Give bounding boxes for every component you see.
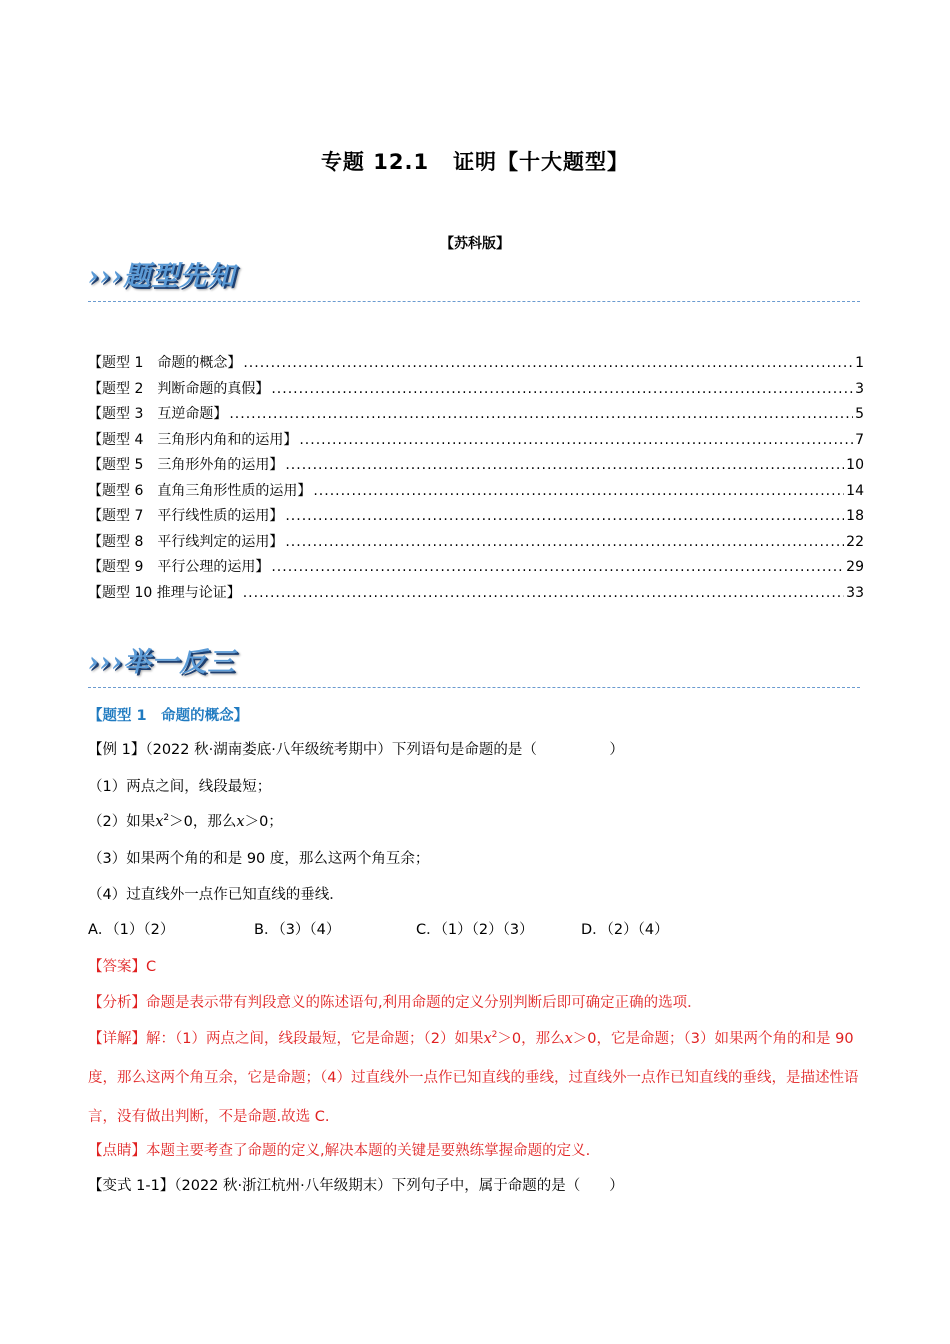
toc-item[interactable]: 【题型 9 平行公理的运用】 ..... 29 <box>88 556 864 582</box>
toc-item[interactable]: 【题型 6 直角三角形性质的运用】 ..... 14 <box>88 480 864 506</box>
title-main: 专题 12.1 <box>320 150 430 174</box>
statement-1: （1）两点之间，线段最短； <box>88 779 272 795</box>
option-d[interactable]: D．（2）（4） <box>581 922 669 938</box>
banner-question-types <box>88 254 860 302</box>
toc-item[interactable]: 【题型 3 互逆命题】 ..... 5 <box>88 403 864 429</box>
toc-item[interactable]: 【题型 10 推理与论证】 ..... 33 <box>88 582 864 608</box>
statement-3: （3）如果两个角的和是 90 度，那么这两个角互余； <box>88 851 430 867</box>
table-of-contents <box>88 352 864 607</box>
toc-item[interactable]: 【题型 2 判断命题的真假】 ..... 3 <box>88 378 864 404</box>
toc-item[interactable]: 【题型 8 平行线判定的运用】 ..... 22 <box>88 531 864 557</box>
answer-options <box>88 918 862 940</box>
title-sub: 证明【十大题型】 <box>453 150 630 174</box>
section-heading: 【题型 1 命题的概念】 <box>88 708 249 724</box>
answer-text: 【答案】C <box>88 959 157 975</box>
toc-item[interactable]: 【题型 7 平行线性质的运用】 ..... 18 <box>88 505 864 531</box>
dashed-divider <box>88 687 860 688</box>
comment-text: 【点睛】本题主要考查了命题的定义,解决本题的关键是要熟练掌握命题的定义. <box>88 1143 591 1159</box>
option-a[interactable]: A．（1）（2） <box>88 922 175 938</box>
option-c[interactable]: C．（1）（2）（3） <box>416 922 534 938</box>
dashed-divider <box>88 301 860 302</box>
example-question: 【例 1】（2022 秋·湖南娄底·八年级统考期中）下列语句是命题的是（ ） <box>88 742 624 758</box>
toc-item[interactable]: 【题型 5 三角形外角的运用】 ..... 10 <box>88 454 864 480</box>
analysis-text: 【分析】命题是表示带有判段意义的陈述语句,利用命题的定义分别判断后即可确定正确的选项． <box>88 995 702 1011</box>
statement-2: （2）如果$x^2>0$，那么x＞0； <box>88 813 283 830</box>
banner-text: ›››举一反三 <box>88 647 236 678</box>
edition-label: 【苏科版】 <box>440 236 510 252</box>
variant-question: 【变式 1-1】（2022 秋·浙江杭州·八年级期末）下列句子中，属于命题的是（ ） <box>88 1178 624 1194</box>
toc-item[interactable]: 【题型 1 命题的概念】 ..... 1 <box>88 352 864 378</box>
page-title <box>0 146 950 176</box>
statement-4: （4）过直线外一点作已知直线的垂线． <box>88 887 344 903</box>
banner-examples <box>88 640 860 688</box>
option-b[interactable]: B．（3）（4） <box>254 922 341 938</box>
detail-explanation: 【详解】解：（1）两点之间，线段最短，它是命题；（2）如果$x^2>0$，那么x＞0，它是命题；（3）如果两个角的和是 90 度，那么这两个角互余，它是命题；（4）过直线外一点作已知直线的垂线，过直线外一点作已知直线的垂线，是描述性语言，没有做出判断，不是命题.故选 C. <box>88 1030 859 1125</box>
banner-text: ›››题型先知 <box>88 261 236 292</box>
toc-item[interactable]: 【题型 4 三角形内角和的运用】 ..... 7 <box>88 429 864 455</box>
